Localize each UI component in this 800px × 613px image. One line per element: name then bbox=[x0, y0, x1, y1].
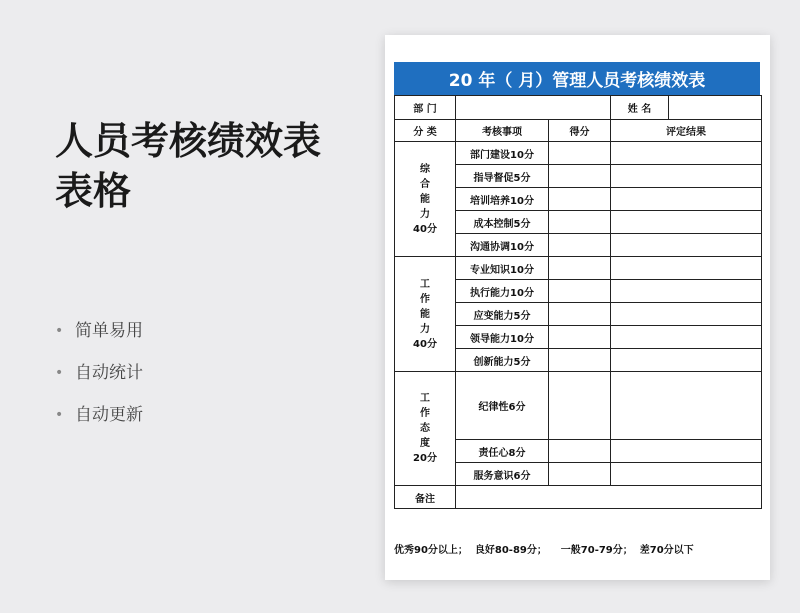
score-cell[interactable] bbox=[549, 372, 611, 440]
item-cell: 应变能力5分 bbox=[456, 303, 549, 326]
form-preview bbox=[385, 35, 770, 580]
result-cell[interactable] bbox=[611, 142, 762, 165]
name-field[interactable] bbox=[669, 96, 762, 120]
assessment-table bbox=[394, 95, 762, 509]
item-cell: 指导督促5分 bbox=[456, 165, 549, 188]
result-cell[interactable] bbox=[611, 349, 762, 372]
header-score: 得分 bbox=[549, 120, 611, 142]
score-cell[interactable] bbox=[549, 303, 611, 326]
header-category: 分 类 bbox=[395, 120, 456, 142]
result-cell[interactable] bbox=[611, 257, 762, 280]
result-cell[interactable] bbox=[611, 280, 762, 303]
score-cell[interactable] bbox=[549, 463, 611, 486]
score-cell[interactable] bbox=[549, 165, 611, 188]
bullet-icon: • bbox=[55, 365, 64, 381]
score-cell[interactable] bbox=[549, 326, 611, 349]
bullet-icon: • bbox=[55, 407, 64, 423]
item-cell: 领导能力10分 bbox=[456, 326, 549, 349]
item-cell: 成本控制5分 bbox=[456, 211, 549, 234]
remark-field[interactable] bbox=[456, 486, 762, 509]
header-result: 评定结果 bbox=[611, 120, 762, 142]
dept-label: 部 门 bbox=[395, 96, 456, 120]
item-cell: 责任心8分 bbox=[456, 440, 549, 463]
result-cell[interactable] bbox=[611, 234, 762, 257]
dept-field[interactable] bbox=[456, 96, 611, 120]
result-cell[interactable] bbox=[611, 211, 762, 234]
result-cell[interactable] bbox=[611, 188, 762, 211]
item-cell: 部门建设10分 bbox=[456, 142, 549, 165]
score-cell[interactable] bbox=[549, 142, 611, 165]
page-title bbox=[55, 116, 355, 216]
score-cell[interactable] bbox=[549, 440, 611, 463]
item-cell: 培训培养10分 bbox=[456, 188, 549, 211]
feature-list bbox=[55, 310, 143, 436]
score-cell[interactable] bbox=[549, 211, 611, 234]
score-cell[interactable] bbox=[549, 234, 611, 257]
item-cell: 专业知识10分 bbox=[456, 257, 549, 280]
name-label: 姓 名 bbox=[611, 96, 669, 120]
score-cell[interactable] bbox=[549, 280, 611, 303]
score-cell[interactable] bbox=[549, 257, 611, 280]
feature-item: • 自动更新 bbox=[55, 394, 143, 436]
item-cell: 纪律性6分 bbox=[456, 372, 549, 440]
result-cell[interactable] bbox=[611, 326, 762, 349]
category-cell: 工 作 能 力 40分 bbox=[395, 257, 456, 372]
feature-item: • 自动统计 bbox=[55, 352, 143, 394]
category-cell: 综 合 能 力 40分 bbox=[395, 142, 456, 257]
item-cell: 沟通协调10分 bbox=[456, 234, 549, 257]
item-cell: 服务意识6分 bbox=[456, 463, 549, 486]
score-cell[interactable] bbox=[549, 349, 611, 372]
feature-item: • 简单易用 bbox=[55, 310, 143, 352]
bullet-icon: • bbox=[55, 323, 64, 339]
result-cell[interactable] bbox=[611, 372, 762, 440]
score-cell[interactable] bbox=[549, 188, 611, 211]
category-cell: 工 作 态 度 20分 bbox=[395, 372, 456, 486]
result-cell[interactable] bbox=[611, 463, 762, 486]
title-line-1: 人员考核绩效表 bbox=[55, 119, 322, 163]
item-cell: 执行能力10分 bbox=[456, 280, 549, 303]
result-cell[interactable] bbox=[611, 440, 762, 463]
header-item: 考核事项 bbox=[456, 120, 549, 142]
result-cell[interactable] bbox=[611, 303, 762, 326]
result-cell[interactable] bbox=[611, 165, 762, 188]
title-line-2: 表格 bbox=[55, 169, 132, 213]
remark-label: 备注 bbox=[395, 486, 456, 509]
item-cell: 创新能力5分 bbox=[456, 349, 549, 372]
grading-scale: 优秀90分以上； 良好80-89分； 一般70-79分； 差70分以下 bbox=[394, 545, 694, 556]
form-title: 20 年（ 月）管理人员考核绩效表 bbox=[394, 62, 760, 95]
